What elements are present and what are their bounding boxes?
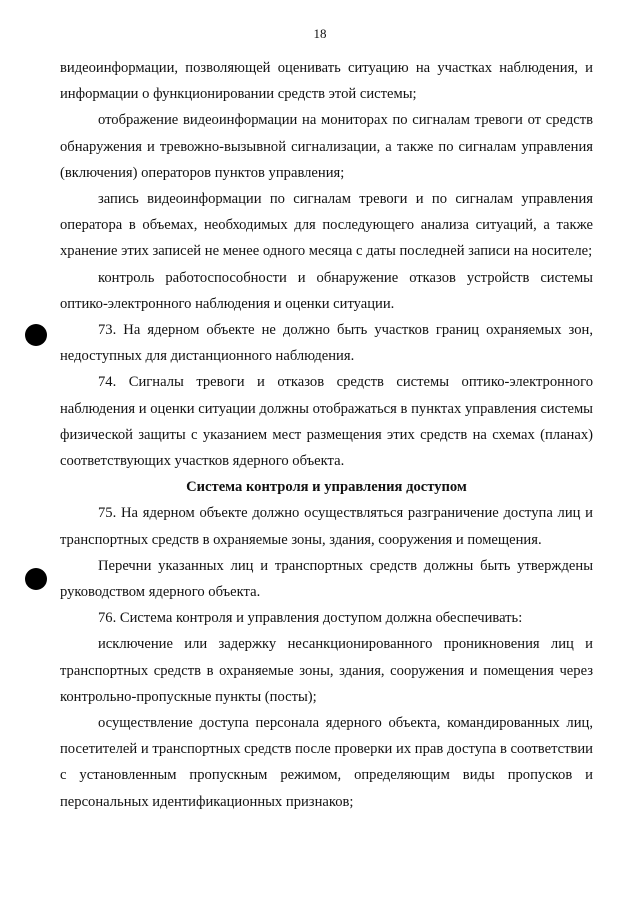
document-body bbox=[60, 55, 593, 815]
paragraph-item-73: 73. На ядерном объекте не должно быть участков границ охраняемых зон, недоступных для дистанционного наблюдения. bbox=[60, 322, 593, 365]
paragraph: Перечни указанных лиц и транспортных средств должны быть утверждены руководством ядерного объекта. bbox=[60, 557, 593, 601]
page-number: 18 bbox=[313, 26, 327, 41]
paragraph: осуществление доступа персонала ядерного объекта, командированных лиц, посетителей и транспортных средств после проверки их прав доступа в соответствии с установленным пропускным режимом, определяющим виды пропусков и персональных идентификационных признаков; bbox=[60, 715, 593, 810]
paragraph: запись видеоинформации по сигналам тревоги и по сигналам управления оператора в объемах, необходимых для последующего анализа ситуаций, а также хранение этих записей не менее одного месяца с даты последней записи на носителе; bbox=[60, 191, 593, 260]
paragraph-item-75: 75. На ядерном объекте должно осуществляться разграничение доступа лиц и транспортных средств в охраняемые зоны, здания, сооружения и помещения. bbox=[60, 505, 593, 548]
paragraph: исключение или задержку несанкционированного проникновения лиц и транспортных средств в охраняемые зоны, здания, сооружения и помещения через контрольно-пропускные пункты (посты); bbox=[60, 636, 593, 705]
paragraph-item-76: 76. Система контроля и управления доступом должна обеспечивать: bbox=[98, 610, 523, 627]
section-heading: Система контроля и управления доступом bbox=[186, 479, 467, 496]
paragraph: отображение видеоинформации на мониторах по сигналам тревоги от средств обнаружения и тревожно-вызывной сигнализации, а также по сигналам управления (включения) операторов пунктов управления; bbox=[60, 112, 593, 181]
punch-hole-mark bbox=[25, 324, 47, 346]
paragraph: контроль работоспособности и обнаружение отказов устройств системы оптико-электронного наблюдения и оценки ситуации. bbox=[60, 269, 593, 312]
paragraph-item-74: 74. Сигналы тревоги и отказов средств системы оптико-электронного наблюдения и оценки ситуации должны отображаться в пунктах управления системы физической защиты с указанием мест размещения этих средств на схемах (планах) соответствующих участков ядерного объекта. bbox=[60, 374, 593, 470]
punch-hole-mark bbox=[25, 568, 47, 590]
paragraph: видеоинформации, позволяющей оценивать ситуацию на участках наблюдения, и информации о функционировании средств этой системы; bbox=[60, 60, 593, 103]
